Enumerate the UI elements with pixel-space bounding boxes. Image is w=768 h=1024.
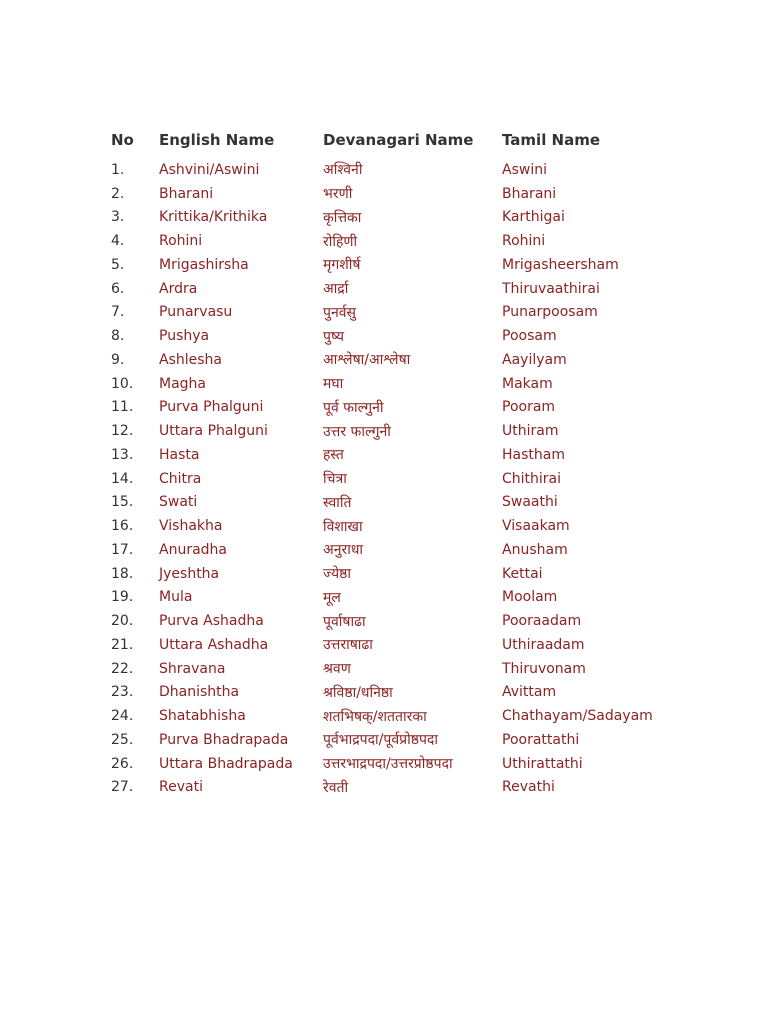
table-row: [111, 776, 751, 800]
cell-devanagari-name: स्वाति: [323, 494, 352, 511]
cell-devanagari-name: मृगशीर्ष: [323, 257, 361, 274]
cell-no: 9.: [111, 351, 125, 368]
table-row: [111, 514, 751, 538]
header-tamil-name: Tamil Name: [502, 131, 601, 149]
cell-devanagari-name: विशाखा: [323, 518, 363, 535]
cell-english-name: Uttara Bhadrapada: [159, 755, 293, 772]
header-english-name: English Name: [159, 131, 275, 149]
table-row: [111, 372, 751, 396]
cell-tamil-name: Poosam: [502, 328, 557, 345]
cell-tamil-name: Makam: [502, 375, 553, 392]
cell-english-name: Ashlesha: [159, 351, 222, 368]
table-row: [111, 229, 751, 253]
cell-english-name: Revati: [159, 779, 203, 796]
cell-no: 26.: [111, 755, 134, 772]
cell-tamil-name: Pooram: [502, 399, 556, 416]
cell-no: 3.: [111, 209, 125, 226]
cell-tamil-name: Poorattathi: [502, 731, 580, 748]
cell-no: 25.: [111, 731, 134, 748]
cell-tamil-name: Bharani: [502, 185, 557, 202]
cell-no: 27.: [111, 779, 134, 796]
table-row: [111, 633, 751, 657]
cell-english-name: Purva Ashadha: [159, 613, 264, 630]
cell-english-name: Swati: [159, 494, 198, 511]
cell-devanagari-name: भरणी: [323, 186, 353, 203]
cell-devanagari-name: श्रविष्ठा/धनिष्ठा: [323, 684, 393, 701]
cell-english-name: Magha: [159, 375, 206, 392]
cell-english-name: Purva Phalguni: [159, 399, 264, 416]
cell-tamil-name: Punarpoosam: [502, 304, 598, 321]
table-row: [111, 158, 751, 182]
cell-devanagari-name: पुष्य: [323, 328, 345, 345]
cell-tamil-name: Thiruvonam: [502, 660, 586, 677]
cell-english-name: Bharani: [159, 185, 214, 202]
cell-no: 8.: [111, 328, 125, 345]
cell-english-name: Shravana: [159, 660, 226, 677]
cell-tamil-name: Chithirai: [502, 470, 562, 487]
table-row: [111, 538, 751, 562]
cell-tamil-name: Aayilyam: [502, 351, 567, 368]
table-row: [111, 609, 751, 633]
table-row: [111, 206, 751, 230]
nakshatra-table: [111, 128, 751, 799]
cell-english-name: Chitra: [159, 470, 202, 487]
cell-no: 11.: [111, 399, 134, 416]
cell-tamil-name: Moolam: [502, 589, 558, 606]
table-row: [111, 182, 751, 206]
cell-tamil-name: Aswini: [502, 161, 547, 178]
table-row: [111, 253, 751, 277]
cell-english-name: Rohini: [159, 233, 203, 250]
table-row: [111, 419, 751, 443]
cell-devanagari-name: रोहिणी: [323, 233, 358, 250]
header-devanagari-name: Devanagari Name: [323, 131, 474, 149]
cell-devanagari-name: अश्विनी: [323, 162, 363, 179]
cell-english-name: Mula: [159, 589, 193, 606]
cell-english-name: Krittika/Krithika: [159, 209, 268, 226]
cell-no: 13.: [111, 446, 134, 463]
cell-devanagari-name: पुनर्वसु: [323, 304, 356, 321]
cell-english-name: Hasta: [159, 446, 200, 463]
cell-english-name: Ashvini/Aswini: [159, 161, 260, 178]
table-row: [111, 728, 751, 752]
cell-devanagari-name: मूल: [323, 589, 341, 606]
cell-tamil-name: Pooraadam: [502, 613, 582, 630]
table-row: [111, 348, 751, 372]
header-row: [111, 128, 751, 158]
cell-no: 15.: [111, 494, 134, 511]
cell-devanagari-name: चित्रा: [323, 471, 347, 488]
cell-tamil-name: Kettai: [502, 565, 543, 582]
cell-tamil-name: Karthigai: [502, 209, 565, 226]
cell-english-name: Uttara Phalguni: [159, 423, 268, 440]
table-row: [111, 396, 751, 420]
cell-devanagari-name: आर्द्रा: [323, 281, 349, 298]
cell-no: 1.: [111, 161, 125, 178]
cell-english-name: Uttara Ashadha: [159, 636, 269, 653]
cell-tamil-name: Mrigasheersham: [502, 256, 619, 273]
table-row: [111, 681, 751, 705]
cell-no: 5.: [111, 256, 125, 273]
cell-tamil-name: Anusham: [502, 541, 568, 558]
cell-no: 18.: [111, 565, 134, 582]
table-row: [111, 301, 751, 325]
cell-no: 6.: [111, 280, 125, 297]
table-body: [111, 158, 751, 799]
cell-no: 10.: [111, 375, 134, 392]
cell-no: 19.: [111, 589, 134, 606]
cell-tamil-name: Uthiram: [502, 423, 559, 440]
cell-tamil-name: Uthirattathi: [502, 755, 583, 772]
cell-no: 20.: [111, 613, 134, 630]
table-row: [111, 704, 751, 728]
cell-devanagari-name: रेवती: [323, 779, 349, 796]
table-row: [111, 491, 751, 515]
cell-devanagari-name: शतभिषक्/शततारका: [323, 708, 427, 725]
table-row: [111, 443, 751, 467]
cell-english-name: Mrigashirsha: [159, 256, 249, 273]
cell-no: 16.: [111, 518, 134, 535]
cell-english-name: Jyeshtha: [159, 565, 220, 582]
table-row: [111, 277, 751, 301]
cell-devanagari-name: पूर्वाषाढा: [323, 613, 366, 630]
cell-no: 4.: [111, 233, 125, 250]
cell-no: 17.: [111, 541, 134, 558]
cell-tamil-name: Thiruvaathirai: [502, 280, 600, 297]
cell-devanagari-name: पूर्व फाल्गुनी: [323, 399, 384, 416]
table-row: [111, 586, 751, 610]
cell-no: 23.: [111, 684, 134, 701]
table-row: [111, 657, 751, 681]
cell-no: 21.: [111, 636, 134, 653]
cell-english-name: Shatabhisha: [159, 708, 246, 725]
cell-tamil-name: Visaakam: [502, 518, 570, 535]
cell-no: 14.: [111, 470, 134, 487]
cell-no: 12.: [111, 423, 134, 440]
table-row: [111, 562, 751, 586]
table-row: [111, 752, 751, 776]
cell-tamil-name: Revathi: [502, 779, 555, 796]
cell-devanagari-name: ज्येष्ठा: [323, 566, 351, 583]
cell-devanagari-name: आश्लेषा/आश्लेषा: [323, 352, 411, 369]
table-header: [111, 128, 751, 158]
cell-tamil-name: Avittam: [502, 684, 557, 701]
cell-devanagari-name: हस्त: [323, 447, 344, 464]
cell-devanagari-name: अनुराधा: [323, 542, 364, 559]
cell-tamil-name: Chathayam/Sadayam: [502, 708, 653, 725]
cell-tamil-name: Hastham: [502, 446, 565, 463]
cell-english-name: Purva Bhadrapada: [159, 731, 289, 748]
cell-tamil-name: Uthiraadam: [502, 636, 585, 653]
cell-english-name: Anuradha: [159, 541, 227, 558]
cell-devanagari-name: उत्तरभाद्रपदा/उत्तरप्रोष्ठपदा: [323, 756, 453, 773]
cell-english-name: Punarvasu: [159, 304, 233, 321]
cell-english-name: Pushya: [159, 328, 210, 345]
cell-tamil-name: Swaathi: [502, 494, 558, 511]
table-row: [111, 324, 751, 348]
header-no: No: [111, 131, 134, 149]
cell-english-name: Dhanishtha: [159, 684, 240, 701]
table-row: [111, 467, 751, 491]
cell-devanagari-name: उत्तर फाल्गुनी: [323, 423, 391, 440]
cell-devanagari-name: कृत्तिका: [323, 209, 362, 226]
cell-devanagari-name: उत्तराषाढा: [323, 637, 373, 654]
cell-tamil-name: Rohini: [502, 233, 546, 250]
cell-devanagari-name: श्रवण: [323, 661, 351, 678]
cell-devanagari-name: पूर्वभाद्रपदा/पूर्वप्रोष्ठपदा: [323, 732, 438, 749]
cell-english-name: Vishakha: [159, 518, 223, 535]
cell-no: 7.: [111, 304, 125, 321]
cell-devanagari-name: मघा: [323, 376, 344, 393]
cell-no: 24.: [111, 708, 134, 725]
cell-no: 2.: [111, 185, 125, 202]
cell-no: 22.: [111, 660, 134, 677]
cell-english-name: Ardra: [159, 280, 198, 297]
